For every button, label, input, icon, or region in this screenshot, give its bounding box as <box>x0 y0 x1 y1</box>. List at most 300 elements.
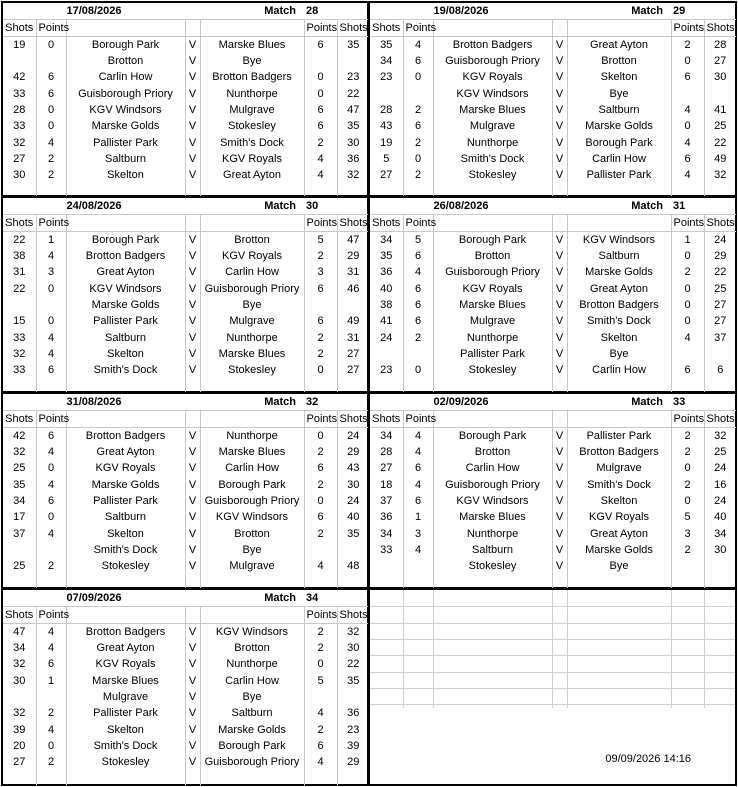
away-shots-header: Shots <box>704 411 736 428</box>
away-shots-header: Shots <box>337 20 369 37</box>
timestamp: 09/09/2026 14:16 <box>605 753 691 765</box>
home-team: Mulgrave <box>66 689 185 705</box>
match-label: Match <box>567 394 671 411</box>
home-team: Brotton Badgers <box>433 37 552 54</box>
home-shots: 42 <box>13 430 26 442</box>
away-team: Brotton Badgers <box>200 69 304 85</box>
home-points: 1 <box>36 232 66 249</box>
away-team: KGV Windsors <box>200 624 304 641</box>
away-shots: 32 <box>704 428 736 445</box>
home-team: Nunthorpe <box>433 525 552 541</box>
versus: V <box>552 346 567 362</box>
away-points: 2 <box>304 477 337 493</box>
home-points-header: Points <box>403 20 433 37</box>
fixture-block <box>1 196 369 393</box>
away-shots: 30 <box>704 542 736 558</box>
away-shots: 37 <box>704 329 736 345</box>
fixture-row <box>370 118 736 134</box>
home-shots: 32 <box>13 347 26 360</box>
fixture-date: 17/08/2026 <box>3 3 185 20</box>
home-points-header: Points <box>36 20 66 37</box>
away-team: KGV Royals <box>567 509 671 525</box>
away-points: 4 <box>304 705 337 721</box>
home-shots <box>370 86 403 102</box>
home-points: 6 <box>403 313 433 329</box>
home-team: Brotton Badgers <box>66 428 185 445</box>
home-shots: 31 <box>13 266 26 279</box>
away-points: 4 <box>304 754 337 770</box>
fixture-row <box>370 493 736 509</box>
away-team: Bye <box>567 86 671 102</box>
home-shots: 35 <box>380 250 393 263</box>
versus: V <box>185 738 200 754</box>
home-shots: 28 <box>380 446 393 459</box>
away-shots: 30 <box>337 477 369 493</box>
home-points: 4 <box>403 428 433 445</box>
home-team: Marske Golds <box>66 477 185 493</box>
fixture-block <box>368 196 737 393</box>
home-team: KGV Windsors <box>66 102 185 118</box>
home-team: Pallister Park <box>66 705 185 721</box>
away-points: 6 <box>671 151 704 167</box>
away-team: KGV Windsors <box>567 232 671 249</box>
home-points: 4 <box>36 721 66 737</box>
away-points: 2 <box>671 444 704 460</box>
fixture-table <box>3 3 369 200</box>
home-team: Guisborough Priory <box>66 86 185 102</box>
away-team: Brotton <box>200 232 304 249</box>
fixture-row <box>3 721 369 737</box>
column-headers <box>370 411 736 428</box>
home-points: 2 <box>36 167 66 183</box>
fixture-row <box>3 151 369 167</box>
versus: V <box>185 362 200 378</box>
empty-block <box>368 588 737 786</box>
away-team: Stokesley <box>200 362 304 378</box>
away-shots <box>337 297 369 313</box>
versus: V <box>185 509 200 525</box>
away-shots <box>704 558 736 574</box>
fixture-table <box>3 590 369 787</box>
away-team: Marske Golds <box>200 721 304 737</box>
away-shots: 30 <box>337 640 369 656</box>
away-team: Mulgrave <box>567 460 671 476</box>
away-points: 4 <box>304 558 337 574</box>
home-team: Marske Blues <box>433 509 552 525</box>
home-points: 0 <box>403 362 433 378</box>
home-team: Skelton <box>66 721 185 737</box>
fixture-row <box>3 477 369 493</box>
away-team: Marske Golds <box>567 542 671 558</box>
home-team: Guisborough Priory <box>433 53 552 69</box>
versus: V <box>185 69 200 85</box>
home-shots: 18 <box>380 478 393 491</box>
home-team: KGV Royals <box>433 69 552 85</box>
home-shots: 42 <box>13 71 26 84</box>
home-points <box>36 542 66 558</box>
away-points <box>304 297 337 313</box>
fixture-row <box>370 542 736 558</box>
versus: V <box>552 493 567 509</box>
away-team: Great Ayton <box>567 281 671 297</box>
versus: V <box>185 493 200 509</box>
match-label: Match <box>200 394 304 411</box>
away-shots <box>704 346 736 362</box>
home-points: 6 <box>36 69 66 85</box>
away-team: Skelton <box>567 493 671 509</box>
home-points: 6 <box>403 118 433 134</box>
home-points: 4 <box>36 444 66 460</box>
away-shots: 35 <box>337 525 369 541</box>
versus: V <box>185 754 200 770</box>
fixture-row <box>370 37 736 54</box>
away-shots: 46 <box>337 281 369 297</box>
away-team: Great Ayton <box>567 525 671 541</box>
fixture-row <box>3 542 369 558</box>
away-shots: 23 <box>337 69 369 85</box>
home-shots: 43 <box>380 120 393 133</box>
home-shots: 22 <box>13 282 26 295</box>
column-headers <box>370 215 736 232</box>
away-points: 4 <box>671 134 704 150</box>
column-headers <box>3 607 369 624</box>
home-team: Stokesley <box>66 558 185 574</box>
away-points-header: Points <box>304 215 337 232</box>
away-points: 2 <box>304 444 337 460</box>
column-headers <box>3 20 369 37</box>
home-points: 4 <box>403 444 433 460</box>
fixture-table <box>370 394 736 591</box>
away-points <box>304 689 337 705</box>
away-team: Skelton <box>567 69 671 85</box>
fixture-row <box>370 232 736 249</box>
away-team: KGV Royals <box>200 151 304 167</box>
away-points: 2 <box>304 640 337 656</box>
home-team: Guisborough Priory <box>433 477 552 493</box>
away-shots-header: Shots <box>337 215 369 232</box>
away-points: 2 <box>671 542 704 558</box>
away-shots: 30 <box>337 134 369 150</box>
away-team: Brotton Badgers <box>567 297 671 313</box>
home-points: 6 <box>403 460 433 476</box>
away-points: 2 <box>671 477 704 493</box>
home-shots-header: Shots <box>3 411 36 428</box>
versus: V <box>185 151 200 167</box>
versus: V <box>552 37 567 54</box>
away-points: 6 <box>304 102 337 118</box>
away-team: Mulgrave <box>200 313 304 329</box>
home-shots: 27 <box>13 756 26 769</box>
home-shots <box>370 346 403 362</box>
home-team: Borough Park <box>433 428 552 445</box>
home-points: 4 <box>36 640 66 656</box>
away-shots <box>337 542 369 558</box>
fixture-row <box>370 509 736 525</box>
away-team: Guisborough Priory <box>200 493 304 509</box>
home-points: 6 <box>403 281 433 297</box>
fixture-row <box>3 69 369 85</box>
fixture-row <box>370 477 736 493</box>
home-shots: 33 <box>380 543 393 556</box>
away-shots: 25 <box>704 281 736 297</box>
match-label: Match <box>567 198 671 215</box>
home-team: Saltburn <box>66 151 185 167</box>
home-points: 2 <box>36 754 66 770</box>
home-shots: 41 <box>380 315 393 328</box>
home-points <box>36 689 66 705</box>
home-team: Mulgrave <box>433 118 552 134</box>
home-team: Pallister Park <box>66 313 185 329</box>
home-team: Great Ayton <box>66 640 185 656</box>
away-team: Mulgrave <box>200 558 304 574</box>
home-team: KGV Royals <box>66 460 185 476</box>
fixture-row <box>370 428 736 445</box>
away-shots: 34 <box>704 525 736 541</box>
home-shots: 32 <box>13 446 26 459</box>
away-shots: 35 <box>337 118 369 134</box>
home-team: Mulgrave <box>433 313 552 329</box>
away-points <box>671 86 704 102</box>
fixture-row <box>3 248 369 264</box>
match-number: 28 <box>304 3 369 20</box>
home-shots: 33 <box>13 364 26 377</box>
home-team: Guisborough Priory <box>433 264 552 280</box>
away-shots-header: Shots <box>337 411 369 428</box>
away-team: Mulgrave <box>200 102 304 118</box>
away-points: 6 <box>304 460 337 476</box>
fixture-row <box>370 86 736 102</box>
away-shots: 24 <box>704 460 736 476</box>
home-points: 4 <box>403 542 433 558</box>
fixture-row <box>3 53 369 69</box>
home-shots: 28 <box>13 104 26 117</box>
fixture-row <box>370 346 736 362</box>
home-points-header: Points <box>36 411 66 428</box>
fixture-row <box>3 118 369 134</box>
home-shots: 30 <box>13 674 26 687</box>
fixture-row <box>3 362 369 378</box>
home-points: 6 <box>36 86 66 102</box>
home-points: 4 <box>36 624 66 641</box>
versus: V <box>185 232 200 249</box>
away-shots: 49 <box>337 313 369 329</box>
versus: V <box>552 232 567 249</box>
away-points: 2 <box>304 624 337 641</box>
fixture-row <box>3 102 369 118</box>
home-points: 2 <box>36 151 66 167</box>
home-points: 4 <box>36 525 66 541</box>
home-points-header: Points <box>36 607 66 624</box>
home-shots: 24 <box>380 331 393 344</box>
fixture-row <box>3 37 369 54</box>
away-shots: 27 <box>704 313 736 329</box>
home-points <box>403 86 433 102</box>
away-shots: 35 <box>337 37 369 54</box>
away-shots: 36 <box>337 705 369 721</box>
fixture-row <box>370 281 736 297</box>
away-points: 0 <box>671 493 704 509</box>
away-points: 1 <box>671 232 704 249</box>
home-shots: 38 <box>380 299 393 312</box>
home-shots <box>3 689 36 705</box>
home-points <box>403 346 433 362</box>
away-shots: 32 <box>337 624 369 641</box>
match-label: Match <box>567 3 671 20</box>
home-shots: 30 <box>13 169 26 182</box>
away-shots: 24 <box>337 493 369 509</box>
home-points: 6 <box>36 656 66 672</box>
versus: V <box>185 624 200 641</box>
away-points: 0 <box>304 493 337 509</box>
versus: V <box>552 558 567 574</box>
fixture-row <box>370 248 736 264</box>
home-shots: 27 <box>380 462 393 475</box>
away-shots: 40 <box>704 509 736 525</box>
home-team: Pallister Park <box>66 493 185 509</box>
home-points: 6 <box>403 493 433 509</box>
away-points: 0 <box>304 69 337 85</box>
versus: V <box>552 313 567 329</box>
away-shots: 25 <box>704 118 736 134</box>
away-points: 0 <box>671 53 704 69</box>
home-shots: 19 <box>13 39 26 51</box>
away-team: Bye <box>200 53 304 69</box>
home-shots: 33 <box>13 331 26 344</box>
home-points: 4 <box>36 346 66 362</box>
away-shots: 24 <box>337 428 369 445</box>
home-shots: 19 <box>380 136 393 149</box>
away-points: 6 <box>671 362 704 378</box>
home-shots: 15 <box>13 315 26 328</box>
home-points: 4 <box>403 477 433 493</box>
home-points: 0 <box>403 151 433 167</box>
home-shots: 47 <box>13 626 26 638</box>
home-team: Stokesley <box>433 558 552 574</box>
versus: V <box>185 167 200 183</box>
match-number: 33 <box>671 394 736 411</box>
column-headers <box>370 20 736 37</box>
fixture-date: 31/08/2026 <box>3 394 185 411</box>
away-shots: 48 <box>337 558 369 574</box>
fixture-row <box>370 362 736 378</box>
away-team: Carlin How <box>567 362 671 378</box>
home-shots: 35 <box>380 39 393 51</box>
fixture-row <box>370 69 736 85</box>
fixture-row <box>370 53 736 69</box>
fixture-row <box>3 640 369 656</box>
fixture-row <box>3 167 369 183</box>
away-shots-header: Shots <box>704 20 736 37</box>
away-shots-header: Shots <box>337 607 369 624</box>
home-shots <box>370 558 403 574</box>
home-team: Skelton <box>66 167 185 183</box>
home-points: 0 <box>36 118 66 134</box>
fixture-row <box>3 281 369 297</box>
away-team: Nunthorpe <box>200 656 304 672</box>
fixture-row <box>3 509 369 525</box>
match-label: Match <box>200 3 304 20</box>
away-points <box>671 346 704 362</box>
fixture-row <box>3 624 369 641</box>
versus: V <box>552 69 567 85</box>
home-shots-header: Shots <box>370 20 403 37</box>
home-team: Smith's Dock <box>66 738 185 754</box>
home-team: Carlin How <box>66 69 185 85</box>
away-team: Nunthorpe <box>200 86 304 102</box>
away-shots: 27 <box>337 346 369 362</box>
versus: V <box>185 329 200 345</box>
away-team: Brotton <box>200 640 304 656</box>
away-team: Bye <box>200 297 304 313</box>
fixture-row <box>3 705 369 721</box>
home-shots: 34 <box>380 527 393 540</box>
home-team: Brotton <box>433 444 552 460</box>
away-shots: 32 <box>337 167 369 183</box>
fixture-row <box>370 102 736 118</box>
away-team: Great Ayton <box>567 37 671 54</box>
away-points: 5 <box>671 509 704 525</box>
home-shots: 37 <box>380 495 393 508</box>
away-team: Marske Blues <box>200 37 304 54</box>
fixture-block <box>368 1 737 197</box>
home-shots-header: Shots <box>3 215 36 232</box>
versus: V <box>552 362 567 378</box>
home-shots: 35 <box>13 478 26 491</box>
home-points: 0 <box>36 313 66 329</box>
home-points: 0 <box>403 69 433 85</box>
home-points: 1 <box>36 673 66 689</box>
home-shots: 33 <box>13 120 26 133</box>
fixture-row <box>370 134 736 150</box>
fixture-row <box>370 297 736 313</box>
away-points: 6 <box>304 738 337 754</box>
away-points: 0 <box>304 428 337 445</box>
match-number: 30 <box>304 198 369 215</box>
away-shots: 23 <box>337 721 369 737</box>
fixture-row <box>370 264 736 280</box>
away-team: Nunthorpe <box>200 428 304 445</box>
versus: V <box>185 134 200 150</box>
fixture-row <box>370 313 736 329</box>
home-team: Saltburn <box>66 509 185 525</box>
versus: V <box>185 460 200 476</box>
home-shots: 28 <box>380 104 393 117</box>
versus: V <box>185 558 200 574</box>
away-team: Saltburn <box>200 705 304 721</box>
fixture-date: 24/08/2026 <box>3 198 185 215</box>
home-shots <box>3 53 36 69</box>
away-team: Bye <box>567 558 671 574</box>
fixture-date: 07/09/2026 <box>3 590 185 607</box>
versus: V <box>552 281 567 297</box>
home-team: Pallister Park <box>66 134 185 150</box>
away-points: 2 <box>304 134 337 150</box>
home-team: KGV Royals <box>433 281 552 297</box>
home-team: Marske Golds <box>66 118 185 134</box>
home-shots: 27 <box>13 152 26 165</box>
away-shots: 30 <box>704 69 736 85</box>
fixture-row <box>3 493 369 509</box>
home-shots: 34 <box>13 495 26 508</box>
fixture-row <box>370 525 736 541</box>
fixture-row <box>3 754 369 770</box>
away-points: 3 <box>671 525 704 541</box>
away-points: 2 <box>304 248 337 264</box>
versus: V <box>552 102 567 118</box>
away-points: 0 <box>671 297 704 313</box>
versus: V <box>552 329 567 345</box>
away-team: Skelton <box>567 329 671 345</box>
